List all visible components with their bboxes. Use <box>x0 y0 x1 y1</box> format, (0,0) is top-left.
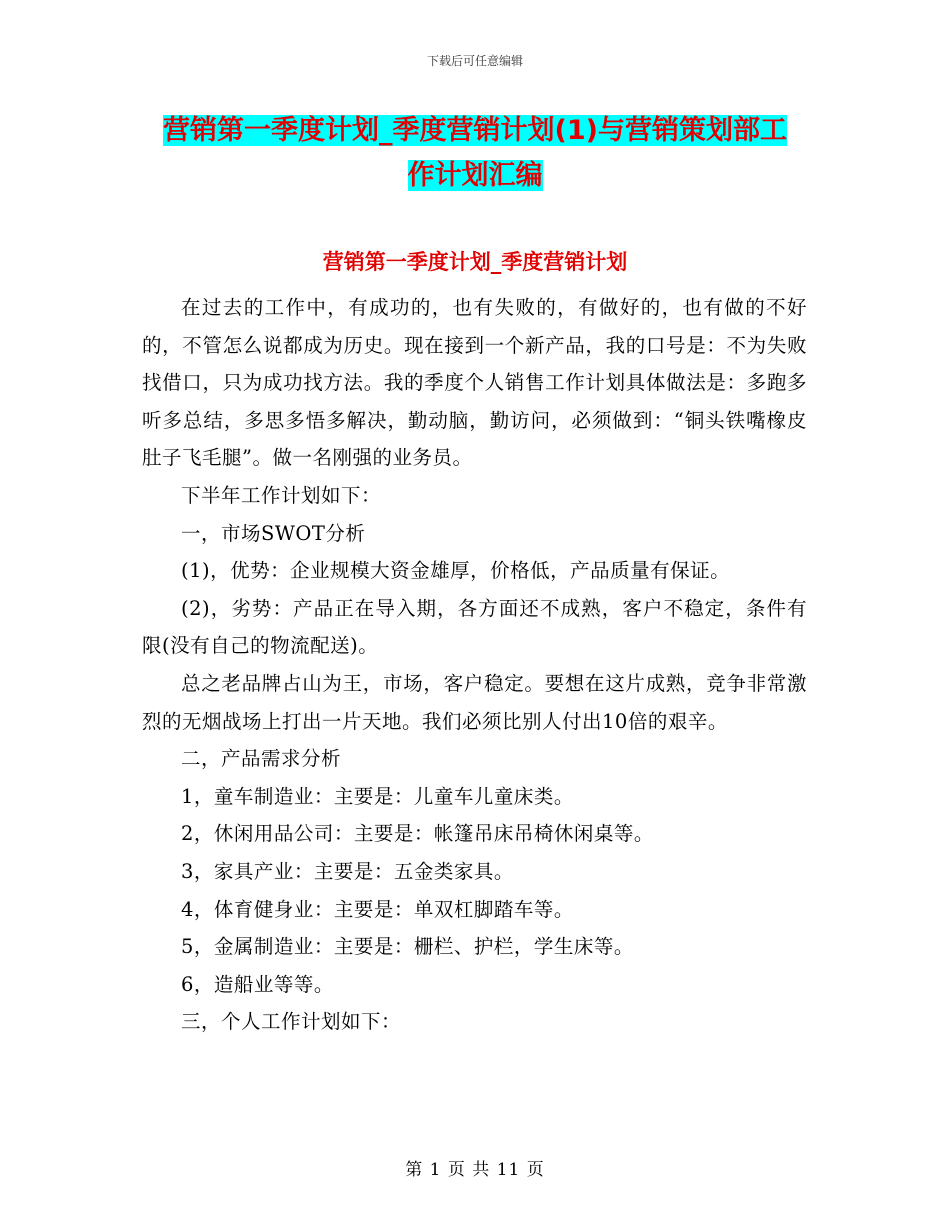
paragraph-personal-plan-heading: 三，个人工作计划如下： <box>181 1010 402 1034</box>
body-text <box>142 289 807 1041</box>
page-number: 第 1 页 共 11 页 <box>405 1160 545 1180</box>
list-item: 5，金属制造业：主要是：栅栏、护栏，学生床等。 <box>181 935 634 959</box>
title-line-1: 营销第一季度计划_季度营销计划(1)与营销策划部工 <box>163 115 787 146</box>
document-title <box>140 108 810 198</box>
list-item: 4，体育健身业：主要是：单双杠脚踏车等。 <box>181 897 574 921</box>
paragraph-strengths: (1)，优势：企业规模大资金雄厚，价格低，产品质量有保证。 <box>181 559 731 583</box>
list-item: 3，家具产业：主要是：五金类家具。 <box>181 859 514 883</box>
paragraph-swot-heading: 一，市场SWOT分析 <box>181 521 366 545</box>
list-item: 2，休闲用品公司：主要是：帐篷吊床吊椅休闲桌等。 <box>181 822 654 846</box>
list-item: 1，童车制造业：主要是：儿童车儿童床类。 <box>181 784 574 808</box>
paragraph-intro: 在过去的工作中，有成功的，也有失败的，有做好的，也有做的不好的，不管怎么说都成为历史。现在接到一个新产品，我的口号是：不为失败找借口，只为成功找方法。我的季度个人销售工作计划具体做法是：多跑多听多总结，多思多悟多解决，勤动脑，勤访问，必须做到：“铜头铁嘴橡皮肚子飞毛腿”。做一名刚强的业务员。 <box>142 296 807 470</box>
paragraph-summary: 总之老品牌占山为王，市场，客户稳定。要想在这片成熟，竞争非常激烈的无烟战场上打出一片天地。我们必须比别人付出10倍的艰辛。 <box>142 671 807 733</box>
paragraph-plan-heading: 下半年工作计划如下： <box>181 483 382 507</box>
page-header-note: 下载后可任意编辑 <box>426 54 523 68</box>
paragraph-demand-heading: 二，产品需求分析 <box>181 747 342 771</box>
section-subtitle: 营销第一季度计划_季度营销计划 <box>322 250 628 274</box>
title-line-2: 作计划汇编 <box>407 160 543 191</box>
list-item: 6，造船业等等。 <box>181 972 334 996</box>
paragraph-weaknesses: (2)，劣势：产品正在导入期，各方面还不成熟，客户不稳定，条件有限(没有自己的物流配送)。 <box>142 596 807 658</box>
